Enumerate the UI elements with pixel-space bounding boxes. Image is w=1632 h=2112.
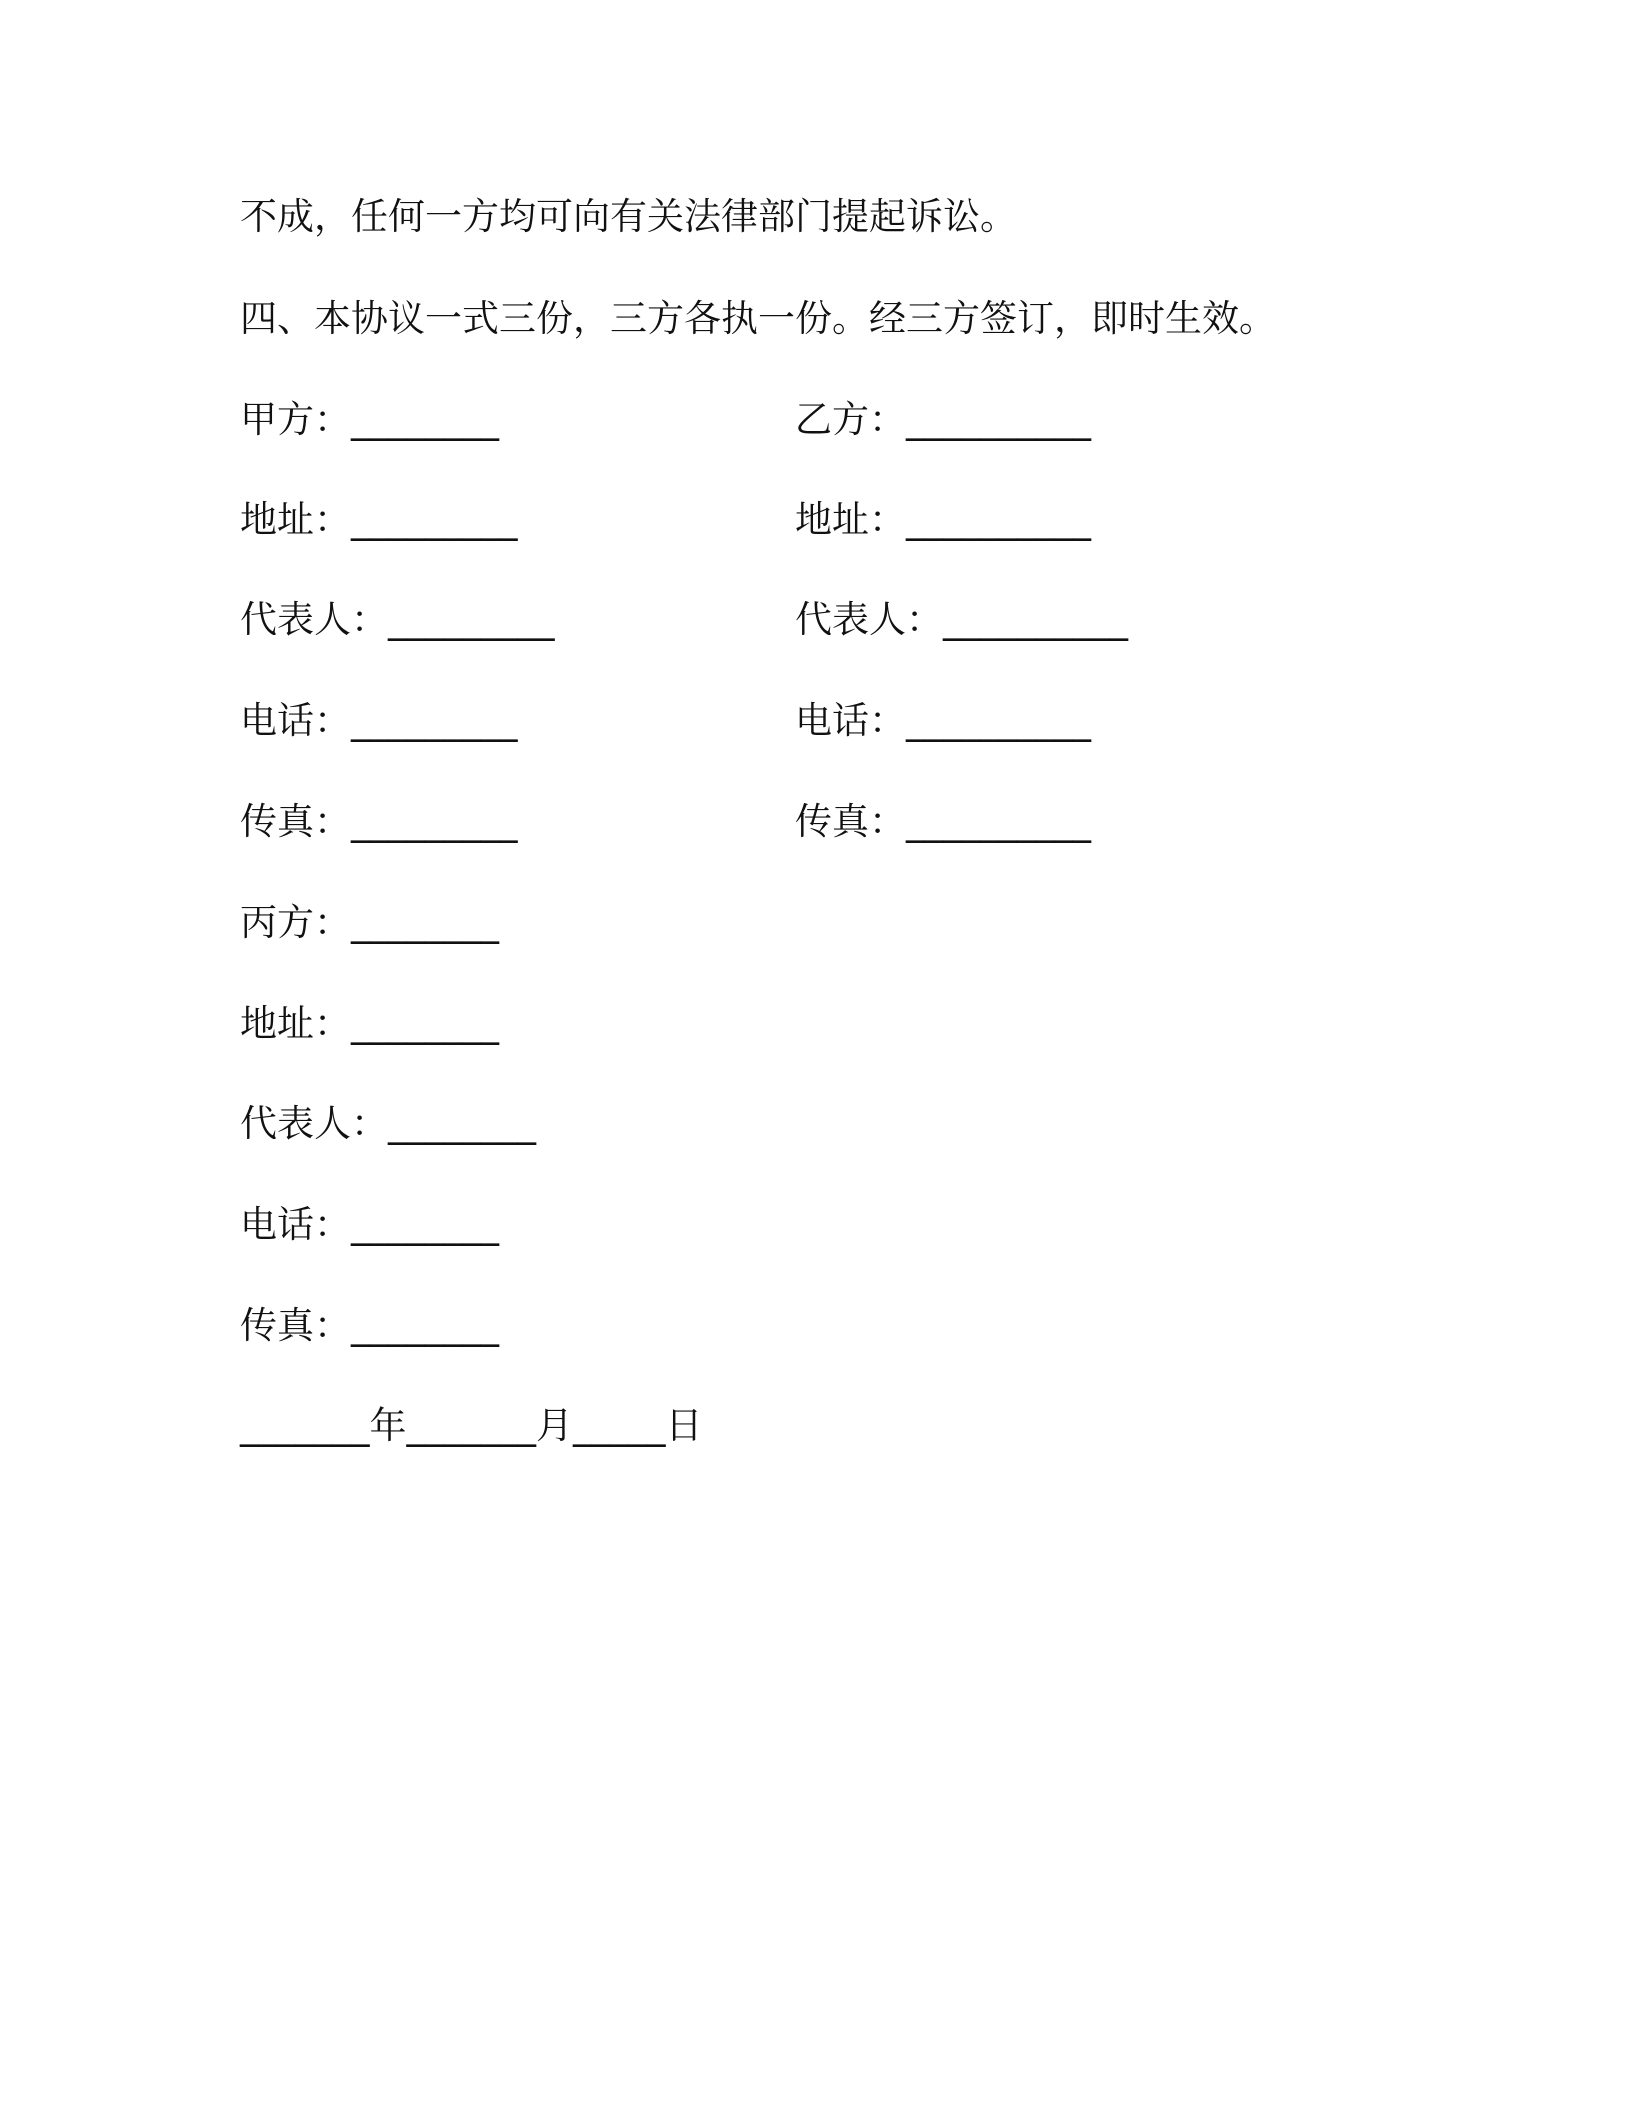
party-b-address-field: 地址：__________ — [795, 498, 1091, 541]
signing-date-line: _______年_______月_____日 — [240, 1404, 703, 1447]
party-b-fax-field: 传真：__________ — [795, 800, 1091, 843]
paragraph-copies-clause: 四、本协议一式三份，三方各执一份。经三方签订，即时生效。 — [240, 297, 1276, 340]
party-b-representative-field: 代表人：__________ — [795, 598, 1128, 641]
party-b-name-field: 乙方：__________ — [795, 398, 1091, 441]
paragraph-litigation-clause: 不成，任何一方均可向有关法律部门提起诉讼。 — [240, 195, 1017, 238]
party-b-phone-field: 电话：__________ — [795, 699, 1091, 742]
party-a-representative-field: 代表人：_________ — [240, 598, 555, 641]
party-a-fax-field: 传真：_________ — [240, 800, 518, 843]
party-c-name-field: 丙方：________ — [240, 901, 499, 944]
party-c-address-field: 地址：________ — [240, 1002, 499, 1045]
party-a-name-field: 甲方：________ — [240, 398, 499, 441]
party-c-phone-field: 电话：________ — [240, 1203, 499, 1246]
party-c-representative-field: 代表人：________ — [240, 1102, 536, 1145]
party-a-address-field: 地址：_________ — [240, 498, 518, 541]
party-a-phone-field: 电话：_________ — [240, 699, 518, 742]
party-c-fax-field: 传真：________ — [240, 1304, 499, 1347]
